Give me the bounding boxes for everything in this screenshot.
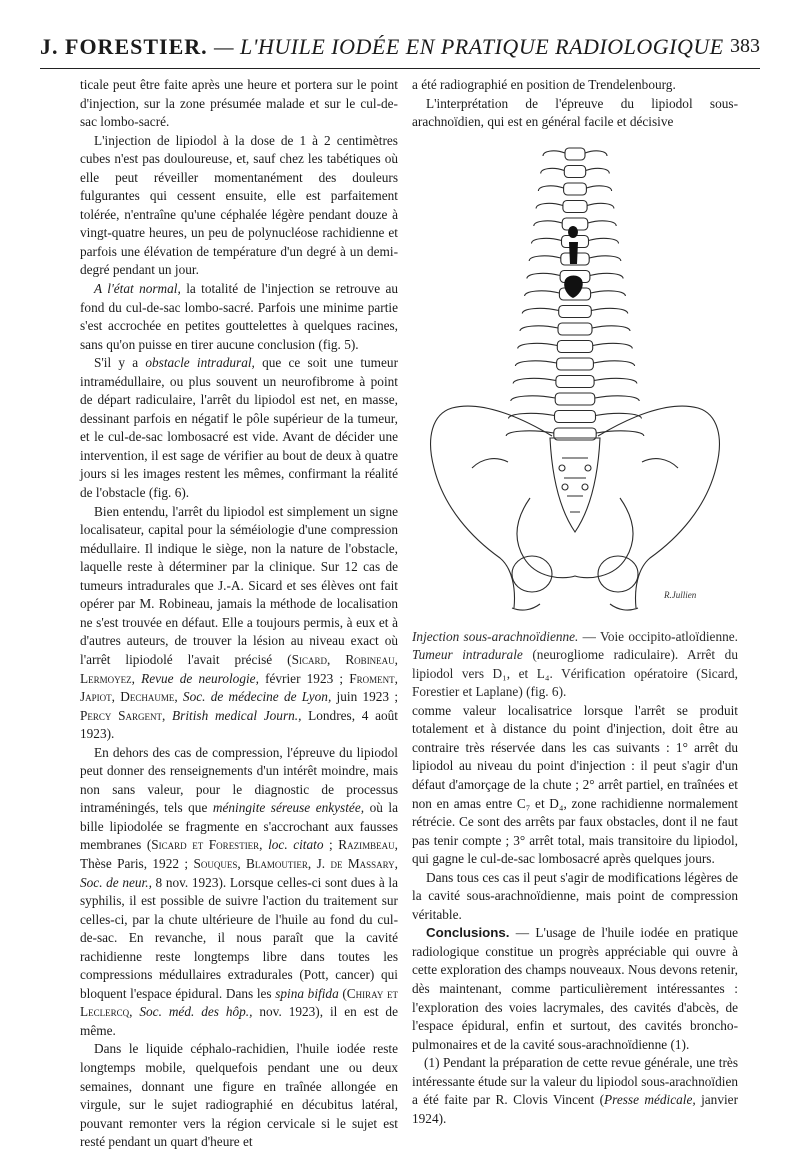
lipiodol-column — [569, 242, 578, 264]
paragraph: comme valeur localisatrice lorsque l'arrêt se produit totalement et à distance du point d'injection, doit être au contraire très réservée dans les cas suivants : 1° arrêt du lipiodol au niveau du point d'injection : il peut s'agir d'un défaut d'amorçage de la chute ; 2° arrêt partiel, en traînées et non en amas entre C₇ et D₄, zone rachidienne normalement rétrécie. Ce sont des arrêts par faux obstacles, dont il ne faut pas tenir compte ; 3° arrêt total, mais transitoire du lipiodol, qui gagne le cul-de-sac lombosacré après quelques jours. — [412, 702, 738, 867]
paragraph: En dehors des cas de compression, l'épreuve du lipiodol peut donner des renseignements d'un intérêt moindre, mais non sans valeur, pour le diagnostic de processus intraméningés, tels que méningite séreuse enkystée, où la bille lipiodolée se fragmente en s'accrochant aux fausses membranes (Sicard et Forestier, loc. citato ; Razimbeau, Thèse Paris, 1922 ; Souques, Blamoutier, J. de Massary, Soc. de neur., 8 nov. 1923). Lorsque celles-ci sont dues à la syphilis, il est possible de suivre l'action du traitement sur celles-ci, par la chute ultérieure de l'huile au fond du cul-de-sac. En revanche, il nous paraît que la cavité rachidienne reste longtemps libre dans toutes les compressions médullaires extradurales (Pott, cancer) qui bloquent l'espace épidural. Dans les spina bifida (Chiray et Leclercq, Soc. méd. des hôp., nov. 1923), il en est de même. — [80, 744, 398, 1038]
vertebra-process — [536, 203, 614, 208]
left-iliac-wing — [431, 406, 552, 608]
vertebra — [564, 165, 585, 177]
paragraph: L'interprétation de l'épreuve du lipiodol sous-arachnoïdien, qui est en général facile et décisive — [412, 95, 738, 130]
vertebra — [564, 183, 587, 195]
header-title: — L'HUILE IODÉE EN PRATIQUE RADIOLOGIQUE — [214, 34, 724, 59]
section-heading: Conclusions. — [426, 925, 510, 941]
vertebra — [555, 393, 595, 405]
paragraph: Dans tous ces cas il peut s'agir de modifications légères de la cavité sous-arachnoïdienne, mais point de compression véritable. — [412, 869, 738, 922]
lipiodol-drop-upper — [568, 226, 578, 238]
vertebra — [563, 200, 587, 212]
vertebra-process — [513, 378, 637, 383]
vertebra-process — [520, 326, 630, 331]
vertebra — [556, 375, 594, 387]
left-column — [80, 76, 398, 1152]
vertebra — [558, 323, 592, 335]
vertebra — [557, 340, 592, 352]
lipiodol-arrest-lower — [564, 275, 583, 298]
figure-caption: Injection sous-arachnoïdienne. — Voie occipito-atloïdienne. Tumeur intradurale (neurogliome radiculaire). Arrêt du lipiodol vers D₁, et L₄. Vérification opératoire (Sicard, Forestier et Laplane) (fig. 6). — [412, 628, 738, 700]
vertebra-process — [506, 431, 644, 436]
paragraph-lead: A l'état normal, — [94, 281, 181, 297]
vertebra-process — [534, 221, 616, 226]
paragraph: A l'état normal, la totalité de l'injection se retrouve au fond du cul-de-sac lombo-sacré. Parfois une minime partie s'est accrochée en petites gouttelettes à quelques racines, sans qu'on puisse en tirer aucune conclusion (fig. 5). — [80, 281, 399, 352]
spine-figure — [412, 138, 738, 624]
page-number: 383 — [730, 35, 760, 57]
vertebra-process — [543, 151, 607, 156]
paragraph: S'il y a obstacle intradural, que ce soit une tumeur intramédullaire, ou plus souvent un neurofibrome à point de départ radiculaire, l'arrêt du lipiodol est net, en masse, dessinant parfois en négatif le pôle supérieur de la tumeur, et le cul-de-sac lombosacré est vide. Avant de décider une intervention, il est sage de vérifier au bout de deux à quatre jours si les images restent les mêmes, confirmant la réalité de l'obstacle (fig. 6). — [80, 355, 399, 501]
figure-signature: R.Jullien — [664, 589, 697, 600]
vertebra — [557, 358, 594, 370]
right-iliac-wing — [598, 406, 719, 608]
footnote: (1) Pendant la préparation de cette revue générale, une très intéressante étude sur la valeur du lipiodol sous-arachnoïdien a été faite par R. Clovis Vincent (Presse médicale, janvier 1924). — [412, 1055, 738, 1126]
header-author: J. FORESTIER. — [40, 34, 208, 59]
paragraph: L'injection de lipiodol à la dose de 1 à 2 centimètres cubes n'est pas douloureuse, et, sauf chez les tabétiques où elle peut réveiller momentanément des douleurs fulgurantes qui cessent ensuite, elle est parfaitement tolérée, n'entraîne qu'une céphalée légère pendant douze à vingt-quatre heures, un peu de polynucléose rachidienne et parfois une élévation de température d'un degré à un demi-degré pendant un jour. — [80, 132, 398, 278]
sacrum — [550, 438, 600, 532]
paragraph: ticale peut être faite après une heure et portera sur le point d'injection, sur la zone présumée malade et sur le cul-de-sac lombo-sacré. — [80, 77, 398, 130]
vertebra — [555, 410, 596, 422]
vertebra-process — [509, 413, 642, 418]
right-column — [412, 76, 738, 1128]
spine-illustration — [412, 138, 738, 624]
vertebra-process — [522, 308, 627, 313]
paragraph: a été radiographié en position de Trendelenbourg. — [412, 77, 676, 92]
vertebra — [565, 148, 585, 160]
paragraph: Conclusions. — L'usage de l'huile iodée en pratique radiologique constitue un progrès appréciable qui ouvre à cette exploration des champs nouveaux. Nous devons retenir, dès maintenant, comme particulièrement intéressantes : l'exploration des voies lacrymales, des cavités d'abcès, de l'espace épidural, enfin et surtout, des cavités broncho-pulmonaires et de la cavité sous-arachnoïdienne (1). — [412, 925, 738, 1052]
paragraph: Bien entendu, l'arrêt du lipiodol est simplement un signe localisateur, capital pour la séméiologie d'une compression médullaire. Il indique le siège, non la nature de l'obstacle, laquelle reste à déterminer par la clinique. Sur 12 cas de tumeurs intradurales que J.-A. Sicard et ses élèves ont fait opérer par M. Robineau, jamais la méthode de localisation ne s'est trouvée en défaut. Elle a toujours permis, à eux et à d'autres auteurs, de trouver la lésion au niveau exact où l'arrêt lipiodolé l'avait précisé (Sicard, Robineau, Lermoyez, Revue de neurologie, février 1923 ; Froment, Japiot, Dechaume, Soc. de médecine de Lyon, juin 1923 ; Percy Sargent, British medical Journ., Londres, 4 août 1923). — [80, 503, 399, 742]
vertebra-process — [518, 343, 633, 348]
paragraph: Dans le liquide céphalo-rachidien, l'huile iodée reste longtemps mobile, quelquefois pendant une ou deux semaines, donnant une figure en traînée allongée en virgule, sur le sujet radiographié en décubitus latéral, pouvant remonter vers la région cervicale si le sujet est resté pendant un quart d'heure et — [80, 1041, 398, 1150]
vertebra-process — [541, 168, 610, 173]
vertebra — [559, 305, 592, 317]
vertebra-process — [511, 396, 639, 401]
running-header — [40, 34, 760, 69]
vertebra-process — [515, 361, 634, 366]
vertebra-process — [538, 186, 611, 191]
